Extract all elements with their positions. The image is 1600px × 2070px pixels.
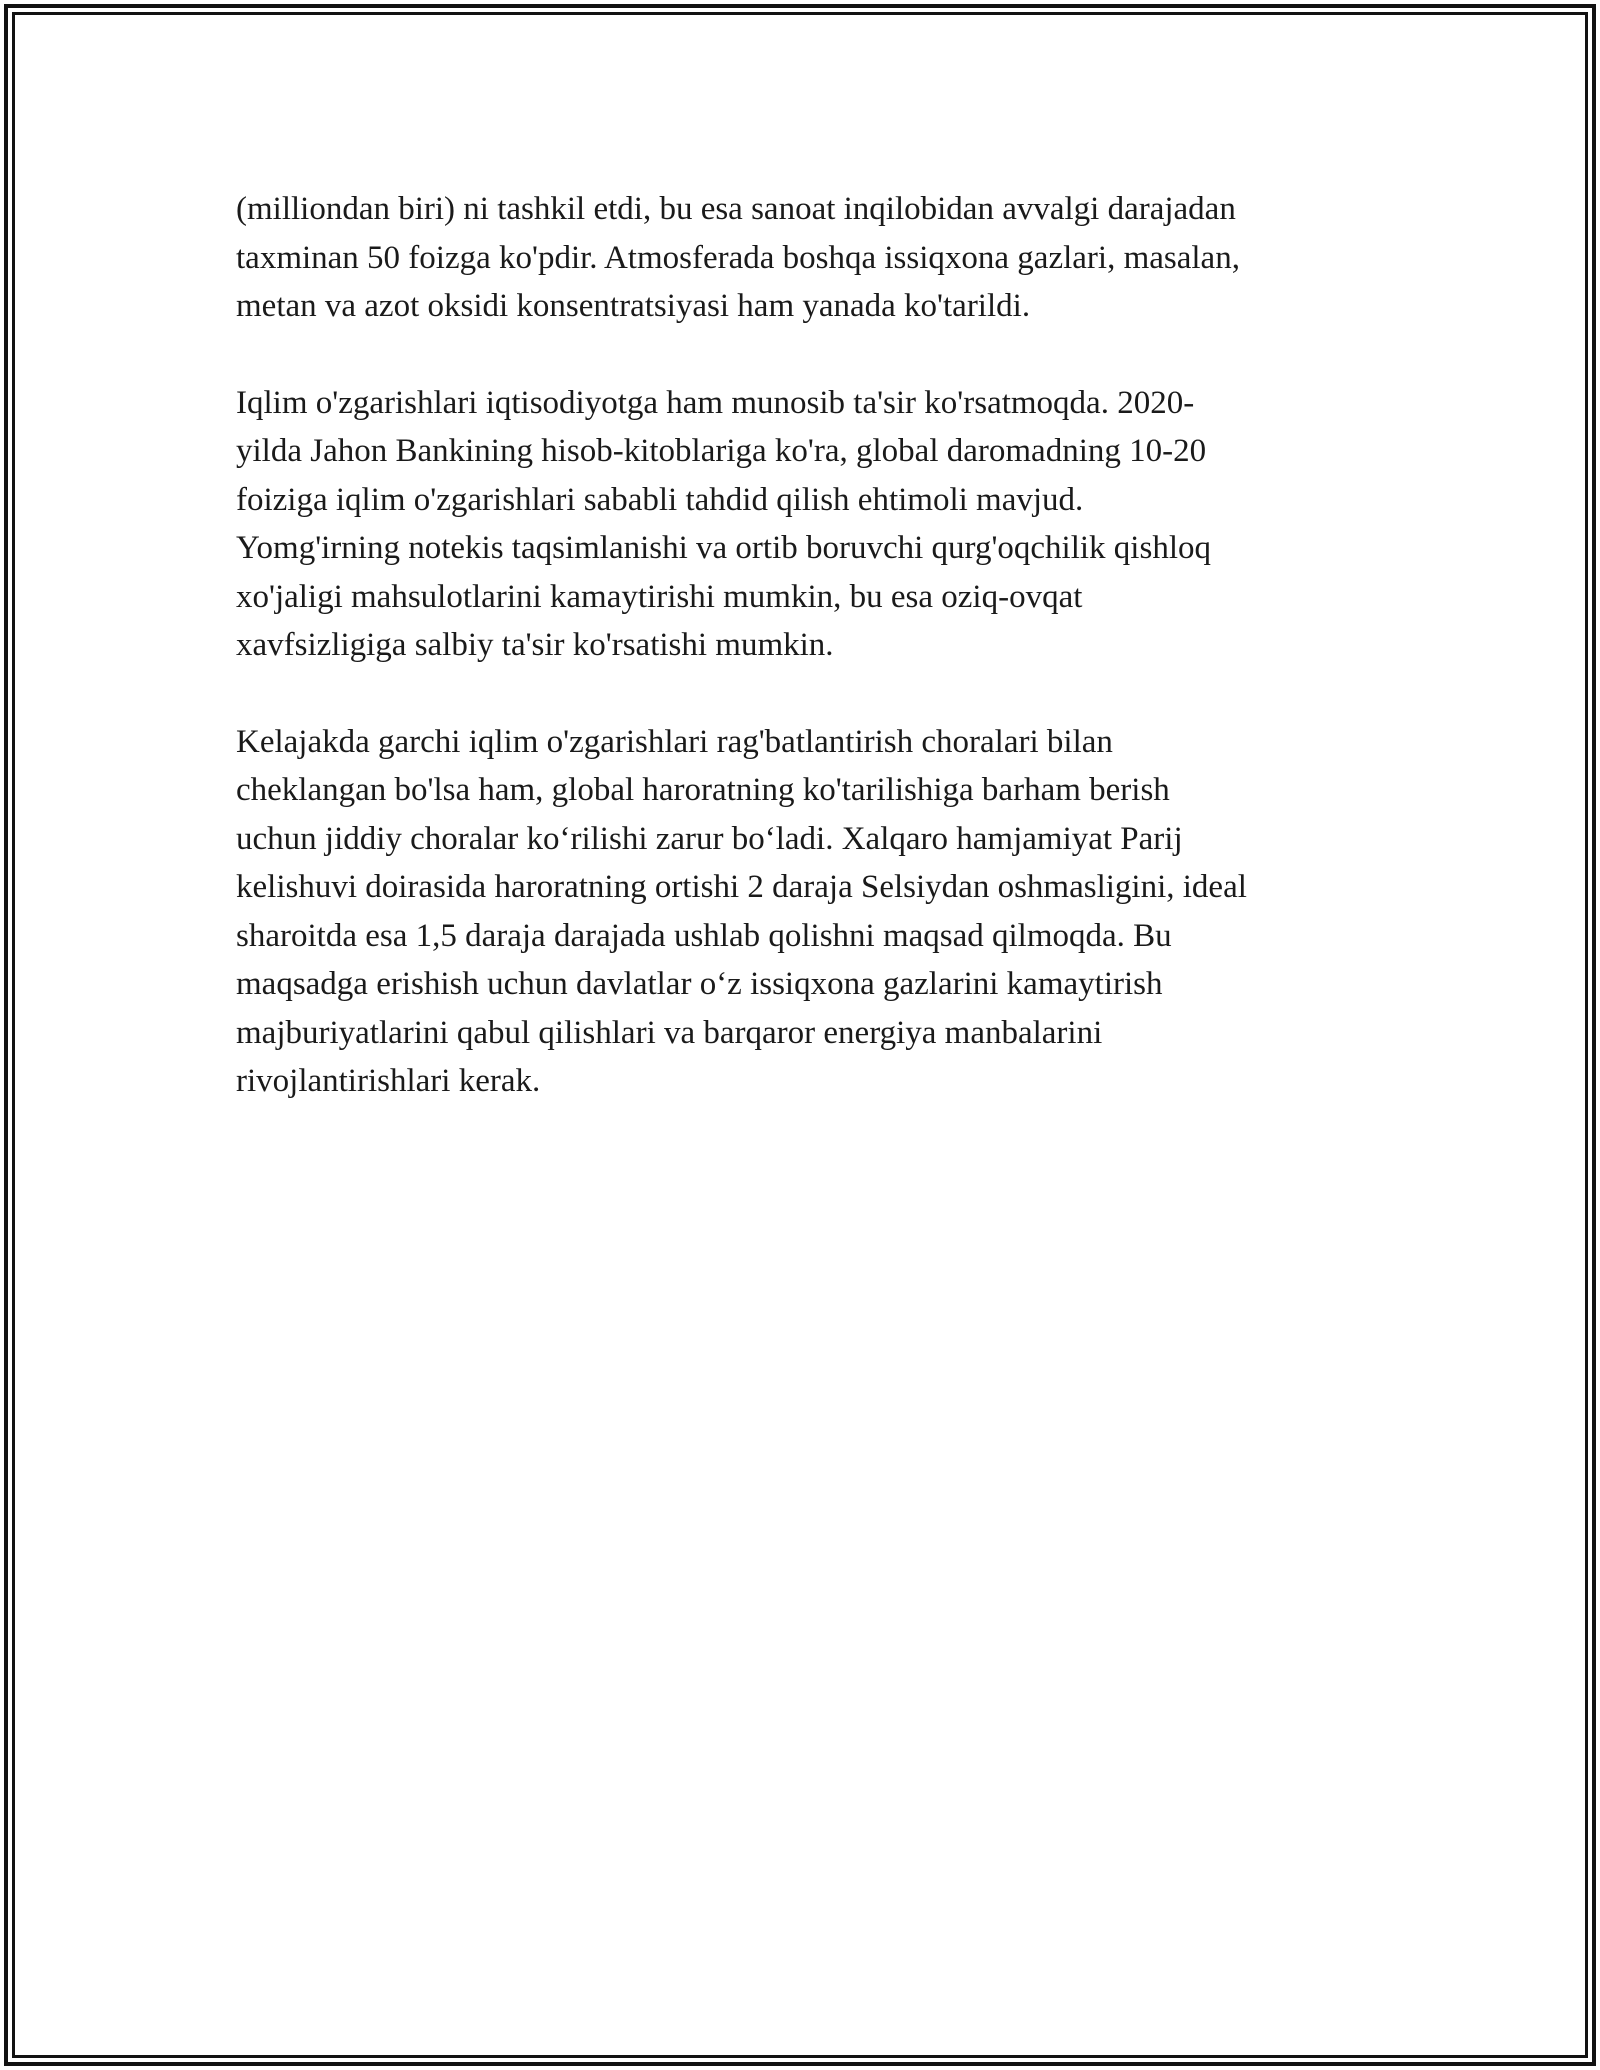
paragraph-line: cheklangan bo'lsa ham, global haroratning ko'tarilishiga barham berish bbox=[236, 772, 1170, 808]
paragraph-line: yilda Jahon Bankining hisob-kitoblariga ko'ra, global daromadning 10-20 bbox=[236, 433, 1207, 469]
paragraph-line: (milliondan biri) ni tashkil etdi, bu esa sanoat inqilobidan avvalgi darajadan bbox=[236, 191, 1236, 227]
paragraph-line: foiziga iqlim o'zgarishlari sababli tahdid qilish ehtimoli mavjud. bbox=[236, 481, 1084, 518]
paragraph-line: Iqlim o'zgarishlari iqtisodiyotga ham munosib ta'sir ko'rsatmoqda. 2020- bbox=[236, 384, 1195, 421]
paragraph-1 bbox=[236, 185, 1376, 331]
paragraph-line: uchun jiddiy choralar ko‘rilishi zarur bo‘ladi. Xalqaro hamjamiyat Parij bbox=[236, 820, 1183, 857]
paragraph-line: sharoitda esa 1,5 daraja darajada ushlab qolishni maqsad qilmoqda. Bu bbox=[236, 917, 1172, 954]
paragraph-line: taxminan 50 foizga ko'pdir. Atmosferada boshqa issiqxona gazlari, masalan, bbox=[236, 239, 1240, 276]
paragraph-line: kelishuvi doirasida haroratning ortishi 2 daraja Selsiydan oshmasligini, ideal bbox=[236, 869, 1247, 905]
paragraph-line: xo'jaligi mahsulotlarini kamaytirishi mumkin, bu esa oziq-ovqat bbox=[236, 578, 1083, 615]
paragraph-line: Yomg'irning notekis taqsimlanishi va ortib boruvchi qurg'oqchilik qishloq bbox=[236, 530, 1211, 566]
paragraph-line: rivojlantirishlari kerak. bbox=[236, 1063, 541, 1099]
paragraph-line: metan va azot oksidi konsentratsiyasi ham yanada ko'tarildi. bbox=[236, 288, 1031, 324]
paragraph-line: majburiyatlarini qabul qilishlari va barqaror energiya manbalarini bbox=[236, 1014, 1103, 1051]
paragraph-line: maqsadga erishish uchun davlatlar o‘z issiqxona gazlarini kamaytirish bbox=[236, 966, 1163, 1002]
paragraph-line: Kelajakda garchi iqlim o'zgarishlari rag'batlantirish choralari bilan bbox=[236, 723, 1113, 760]
paragraph-3 bbox=[236, 718, 1376, 1106]
document-body bbox=[236, 185, 1376, 1154]
paragraph-2 bbox=[236, 379, 1376, 670]
paragraph-line: xavfsizligiga salbiy ta'sir ko'rsatishi mumkin. bbox=[236, 627, 834, 663]
